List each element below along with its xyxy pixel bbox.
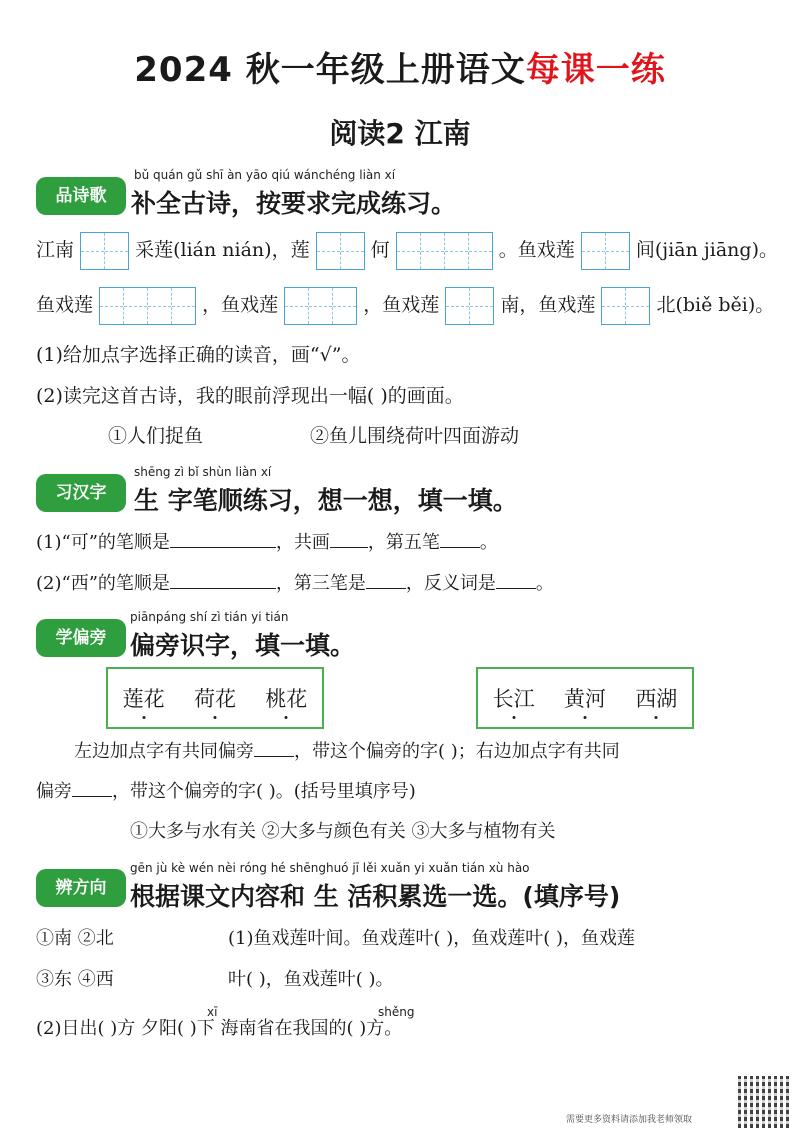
char-grid[interactable] (581, 232, 630, 270)
poem-line-1 (36, 232, 778, 270)
section4-question-1a: (1)鱼戏莲叶间。鱼戏莲叶( )，鱼戏莲叶( )，鱼戏莲 (228, 928, 636, 949)
section4-pinyin: gēn jù kè wén nèi róng hé shēnghuó jī lěi xuǎn yi xuǎn tián xù hào (130, 861, 530, 875)
answer-blank[interactable] (496, 570, 536, 589)
section3-paragraph-line1 (74, 738, 620, 765)
char-grid[interactable] (601, 287, 650, 325)
char-grid[interactable] (445, 287, 494, 325)
left-word-box (106, 667, 324, 729)
section4-question-2: (2)日出( )方 夕阳( )下 海南省在我国的( )方。 (36, 1018, 403, 1039)
section3-tag: 学偏旁 (36, 619, 126, 657)
right-word-box (476, 667, 694, 729)
answer-blank[interactable] (254, 738, 294, 757)
section3-pinyin: piānpáng shí zì tián yi tián (130, 610, 289, 624)
question-text: ，带这个偏旁的字( )；右边加点字有共同 (294, 741, 620, 762)
char-grid[interactable] (99, 287, 196, 325)
direction-options-1: ①南 ②北 (36, 928, 114, 949)
char-grid[interactable] (80, 232, 129, 270)
poem-text: 采莲(lián nián)，莲 (135, 239, 310, 261)
answer-blank[interactable] (170, 570, 276, 589)
answer-blank[interactable] (366, 570, 406, 589)
answer-blank[interactable] (170, 529, 276, 548)
question-text: 。 (535, 573, 554, 594)
section4-heading: 根据课文内容和 生 活积累选一选。(填序号) (130, 882, 621, 911)
section4-tag: 辨方向 (36, 869, 126, 907)
title-main: 2024 秋一年级上册语文 (134, 50, 526, 90)
poem-text: 。鱼戏莲 (498, 239, 575, 261)
answer-blank[interactable] (330, 529, 368, 548)
sheng-pinyin: shěng (378, 1005, 415, 1019)
question-text: ，反义词是 (405, 573, 496, 594)
section1-question-1: (1)给加点字选择正确的读音，画“√”。 (36, 344, 361, 366)
poem-text: 间(jiān jiāng)。 (635, 239, 778, 261)
title-highlight: 每课一练 (525, 50, 666, 90)
char-grid[interactable] (396, 232, 493, 270)
word-item: 黄河 (564, 683, 606, 713)
poem-text: 江南 (36, 239, 75, 261)
poem-text: 北(biě běi)。 (656, 294, 775, 316)
poem-text: 鱼戏莲 (36, 294, 94, 316)
question-text: (2)“西”的笔顺是 (36, 573, 170, 594)
section2-heading: 生 字笔顺练习，想一想，填一填。 (134, 486, 518, 515)
section1-tag: 品诗歌 (36, 177, 126, 215)
section4-question-1b: 叶( )，鱼戏莲叶( )。 (228, 969, 394, 990)
section2-question-1 (36, 529, 498, 556)
poem-text: 何 (370, 239, 390, 261)
section3-paragraph-line2 (36, 778, 416, 805)
word-item: 长江 (493, 683, 535, 713)
section1-option-2[interactable]: ②鱼儿围绕荷叶四面游动 (310, 425, 520, 447)
poem-text: ，鱼戏莲 (202, 294, 279, 316)
section2-question-2 (36, 570, 554, 597)
footer-note: 需要更多资料请添加我老师领取 (566, 1115, 693, 1125)
qr-code-image (738, 1076, 790, 1128)
poem-line-2 (36, 287, 774, 325)
direction-options-2: ③东 ④西 (36, 969, 114, 990)
question-text: ，第五笔 (367, 532, 440, 553)
xi-pinyin: xī (207, 1005, 218, 1019)
answer-blank[interactable] (440, 529, 480, 548)
word-item: 西湖 (635, 683, 677, 713)
section2-pinyin: shēng zì bǐ shùn liàn xí (134, 465, 272, 479)
section1-question-2: (2)读完这首古诗，我的眼前浮现出一幅( )的画面。 (36, 385, 464, 407)
question-text: ，带这个偏旁的字( )。(括号里填序号) (112, 781, 416, 802)
word-item: 桃花 (265, 683, 307, 713)
poem-text: 南，鱼戏莲 (500, 294, 596, 316)
question-text: ，第三笔是 (275, 573, 366, 594)
answer-blank[interactable] (72, 778, 112, 797)
question-text: 左边加点字有共同偏旁 (74, 741, 254, 762)
section2-tag: 习汉字 (36, 474, 126, 512)
question-text: 。 (479, 532, 498, 553)
poem-text: ，鱼戏莲 (363, 294, 440, 316)
section3-options: ①大多与水有关 ②大多与颜色有关 ③大多与植物有关 (130, 821, 556, 842)
question-text: ，共画 (275, 532, 330, 553)
section1-option-1[interactable]: ①人们捉鱼 (108, 425, 204, 447)
word-item: 莲花 (123, 683, 165, 713)
word-item: 荷花 (194, 683, 236, 713)
question-text: 偏旁 (36, 781, 72, 802)
page-subtitle: 阅读2 江南 (329, 117, 471, 150)
section3-heading: 偏旁识字，填一填。 (130, 631, 356, 660)
question-text: (1)“可”的笔顺是 (36, 532, 170, 553)
section1-heading: 补全古诗，按要求完成练习。 (131, 189, 457, 218)
page-title (0, 42, 800, 91)
char-grid[interactable] (284, 287, 357, 325)
section1-pinyin: bǔ quán gǔ shī àn yāo qiú wánchéng liàn xí (134, 168, 396, 182)
char-grid[interactable] (316, 232, 365, 270)
